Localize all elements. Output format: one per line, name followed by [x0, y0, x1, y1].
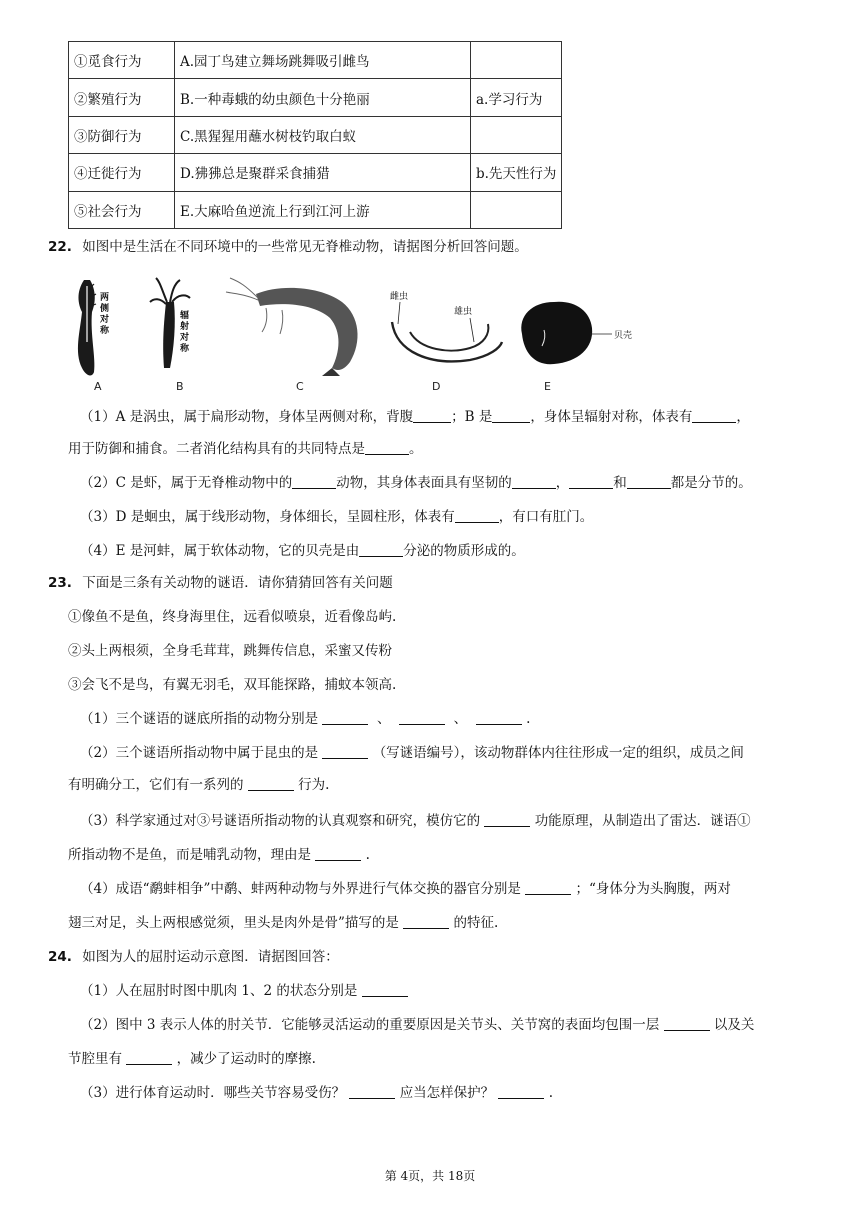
behavior-cell: ③防御行为	[69, 116, 175, 153]
answer-blank[interactable]	[413, 409, 451, 423]
figure-b-symmetry-text: 辐 射 对 称	[180, 311, 190, 354]
example-cell: C.黑猩猩用蘸水树枝钓取白蚁	[175, 116, 471, 153]
figure-e-shell-label: 贝壳	[614, 331, 633, 341]
example-cell: B.一种毒蛾的幼虫颜色十分艳丽	[175, 79, 471, 116]
answer-blank[interactable]	[664, 1017, 710, 1031]
behavior-type-cell: b.先天性行为	[471, 154, 562, 191]
q23-part4-line2: 翅三对足，头上两根感觉须，里头是肉外是骨”描写的是 的特征.	[68, 915, 499, 931]
q23-stem: 23. 下面是三条有关动物的谜语．请你猜猜回答有关问题	[48, 575, 393, 591]
question-number: 22.	[48, 239, 72, 255]
table-row	[69, 154, 562, 191]
answer-blank[interactable]	[484, 813, 530, 827]
answer-blank[interactable]	[492, 409, 530, 423]
answer-blank[interactable]	[627, 475, 671, 489]
behavior-cell: ⑤社会行为	[69, 191, 175, 228]
answer-blank[interactable]	[359, 543, 403, 557]
behavior-cell: ②繁殖行为	[69, 79, 175, 116]
q24-part1: （1）人在屈肘时图中肌肉 1、2 的状态分别是	[80, 982, 408, 1000]
q22-part1-line2: 用于防御和捕食。二者消化结构具有的共同特点是 。	[68, 441, 423, 457]
behavior-type-cell	[471, 116, 562, 153]
answer-blank[interactable]	[362, 983, 408, 997]
q22-part2: （2）C 是虾，属于无脊椎动物中的 动物，其身体表面具有坚韧的 ， 和 都是分节的。	[80, 475, 752, 491]
q24-part2-line1: （2）图中 3 表示人体的肘关节．它能够灵活运动的重要原因是关节头、关节窝的表面均包围一层 以及关	[80, 1017, 755, 1033]
q23-riddle-2: ②头上两根须，全身毛茸茸，跳舞传信息，采蜜又传粉	[68, 643, 392, 659]
behavior-type-cell	[471, 42, 562, 79]
answer-blank[interactable]	[399, 711, 445, 725]
behavior-matching-table	[68, 41, 562, 229]
answer-blank[interactable]	[512, 475, 556, 489]
planarian-drawing	[78, 280, 112, 393]
figure-label-e: E	[544, 380, 551, 393]
example-cell: E.大麻哈鱼逆流上行到江河上游	[175, 191, 471, 228]
table-row	[69, 42, 562, 79]
q22-part1-line1: （1）A 是涡虫，属于扁形动物，身体呈两侧对称，背腹 ；B 是 ，身体呈辐射对称，体表有 ，	[80, 409, 750, 425]
page-footer: 第 4页，共 18页	[384, 1169, 476, 1183]
q23-part2-line1: （2）三个谜语所指动物中属于昆虫的是 （写谜语编号），该动物群体内往往形成一定的组织，成员之间	[80, 745, 744, 761]
table-row	[69, 116, 562, 153]
invertebrates-illustration	[70, 272, 670, 396]
figure-label-b: B	[176, 380, 184, 393]
example-cell: D.狒狒总是聚群采食捕猎	[175, 154, 471, 191]
figure-label-a: A	[94, 380, 102, 393]
q22-stem: 22. 如图中是生活在不同环境中的一些常见无脊椎动物，请据图分析回答问题。	[48, 239, 528, 255]
figure-label-d: D	[432, 380, 441, 393]
answer-blank[interactable]	[569, 475, 613, 489]
q23-part1: （1）三个谜语的谜底所指的动物分别是 、 、 .	[80, 711, 531, 727]
q23-riddle-1: ①像鱼不是鱼，终身海里住，远看似喷泉，近看像岛屿.	[68, 609, 397, 625]
answer-blank[interactable]	[322, 711, 368, 725]
answer-blank[interactable]	[322, 745, 368, 759]
answer-blank[interactable]	[498, 1085, 544, 1099]
answer-blank[interactable]	[315, 847, 361, 861]
answer-blank[interactable]	[292, 475, 336, 489]
behavior-cell: ④迁徙行为	[69, 154, 175, 191]
figure-d-male-label: 雄虫	[454, 307, 473, 317]
q23-part3-line1: （3）科学家通过对③号谜语所指动物的认真观察和研究，模仿它的 功能原理，从制造出了雷达．谜语①	[80, 813, 751, 829]
q24-part3: （3）进行体育运动时．哪些关节容易受伤？ 应当怎样保护？ .	[80, 1085, 554, 1101]
invertebrates-figure	[70, 272, 670, 396]
q24-stem: 24. 如图为人的屈肘运动示意图．请据图回答：	[48, 949, 339, 965]
mussel-drawing	[521, 302, 632, 393]
answer-blank[interactable]	[455, 509, 499, 523]
q23-part3-line2: 所指动物不是鱼，而是哺乳动物，理由是 .	[68, 847, 370, 863]
q22-part4: （4）E 是河蚌，属于软体动物，它的贝壳是由 分泌的物质形成的。	[80, 543, 525, 559]
table-row	[69, 191, 562, 228]
answer-blank[interactable]	[349, 1085, 395, 1099]
q24-part2-line2: 节腔里有 ，减少了运动时的摩擦.	[68, 1051, 316, 1067]
shrimp-drawing	[226, 278, 358, 393]
behavior-cell: ①觅食行为	[69, 42, 175, 79]
answer-blank[interactable]	[476, 711, 522, 725]
behavior-type-cell: a.学习行为	[471, 79, 562, 116]
answer-blank[interactable]	[365, 441, 409, 455]
figure-d-female-label: 雌虫	[390, 292, 409, 302]
example-cell: A.园丁鸟建立舞场跳舞吸引雌鸟	[175, 42, 471, 79]
q23-riddle-3: ③会飞不是鸟，有翼无羽毛，双耳能探路，捕蚊本领高.	[68, 677, 397, 693]
q22-part3: （3）D 是蛔虫，属于线形动物，身体细长，呈圆柱形，体表有 ，有口有肛门。	[80, 509, 594, 525]
answer-blank[interactable]	[692, 409, 736, 423]
figure-a-symmetry-text: 两 侧 对 称	[100, 293, 110, 336]
answer-blank[interactable]	[403, 915, 449, 929]
answer-blank[interactable]	[525, 881, 571, 895]
q23-part4-line1: （4）成语“鹬蚌相争”中鹬、蚌两种动物与外界进行气体交换的器官分别是 ；“身体分为头胸腹，两对	[80, 881, 731, 897]
question-number: 24.	[48, 949, 72, 965]
behavior-type-cell	[471, 191, 562, 228]
answer-blank[interactable]	[126, 1051, 172, 1065]
table-row	[69, 79, 562, 116]
hydra-drawing	[150, 278, 192, 393]
q23-part2-line2: 有明确分工，它们有一系列的 行为.	[68, 777, 330, 793]
figure-label-c: C	[296, 380, 304, 393]
answer-blank[interactable]	[248, 777, 294, 791]
roundworm-drawing	[390, 290, 502, 393]
question-number: 23.	[48, 575, 72, 591]
